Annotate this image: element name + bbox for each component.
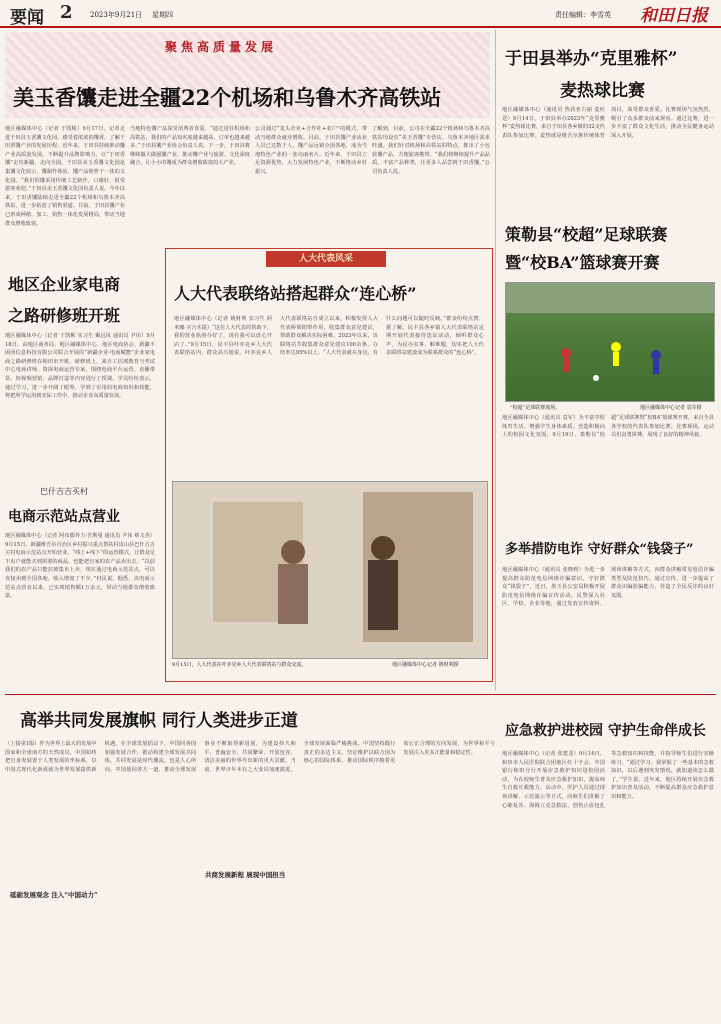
rightmid-title-2: 暨“校BA”篮球赛开赛 [505,253,660,272]
football-photo [505,282,715,402]
left-sub-body: 地区融媒体中心（记者 阿布都外力·吾斯曼 通讯员 尹伟 蔡文杰）9月15日，新疆维吾尔自治区乡村振兴重点帮扶村皮山县巴什吉吉买村电商示范站点开始营业。“线上+线下”的运营模式，让群众足不出户就能买到需要的商品，也能把自家的农产品卖出去。“以前我们的农产品只能拉到集市上卖，现在通过电商示范站点，可以直接卖到全国各地，收入增加了不少。”村民说。据悉，该电商示范站点营业以来，已实现销售额1万余元，带动当地群众增收致富。 [5,533,155,600]
left-sub-kicker: 巴什吉吉买村 [40,487,88,496]
bottom-right-title: 应急救护进校园 守护生命伴成长 [505,723,706,739]
rightmid-title-1: 策勒县“校超”足球联赛 [505,225,668,244]
lead-body-col4: 了解到，目前，公司在全疆22个机场和乌鲁木齐高铁站均设有“美玉香馕”专营店，乌鲁木齐地区需求旺盛。我们针对机场和高铁站的特点，推出了小包装馕产品，方便旅客携带。“我们将继续提升产品品质，丰富产品种类，让更多人品尝到于田香馕。”公司负责人说。 [372,126,490,175]
football-credit: 地区融媒体中心记者 袁军摄 [640,405,702,411]
bottom-right-body: 地区融媒体中心（记者 张建龙）9月14日，和田市人民医院联合团地区红十字会、中国银行和田分行开展应急救护知识进校园活动，为在校师生普及应急救护知识，提高师生自救互救能力。活动中，医护人员通过现场讲解、示范演示等方式，向师生们讲解了心肺复苏、海姆立克急救法、创伤止血包扎等急救知识和技能，并指导师生们进行实操练习。“通过学习，我掌握了一些基本的急救知识，以后遇到突发情况，就知道该怎么做了。”学生说。近年来，地区持续开展应急救护知识普及活动，不断提高群众应急救护意识和能力。 [502,751,714,809]
sidebar-title-1: 于田县举办“克里雅杯” [505,49,678,69]
divider [495,30,496,690]
left-body: 地区融媒体中心（记者 于凯彬 实习生 戴远凤 通讯员 尹伟）9月18日，由地区商务局、地区融媒体中心、地区电商协会、新疆不困团信息科技有限公司联合开展的“新疆企业·电商赋能”企业家电商之路研修班在和田市开班。研修班上，来自工信部教育与考试中心电商讲师、资深电商运营专家，围绕电商平台运营、直播带货、短视频营销、品牌打造等内容进行了授课。学员纷纷表示，通过学习，进一步开阔了眼界，学到了实用的电商知识和技能，将把所学运用到实际工作中，推动企业高质量发展。 [5,333,155,400]
bottom-left-sub1: 砥砺发展观念 注入“中国动力” [10,891,98,899]
feature-body: 地区融媒体中心（记者 姚财利 实习生 阿米娜·买合木提）“这位人大代表的帮助下，我的营业执照办好了，现在我可以放心开店了。”9月15日，民丰县叶亦克乡人大代表联络站内，群众高兴地说。叶亦克乡人大代表联络站自成立以来，积极发挥人大代表桥梁纽带作用，收集群众意见建议，帮助群众解决实际困难。2023年以来，该联络站共收集群众意见建议100余条，办结率达95%以上。“人大代表就在身边，有什么问题可以随时反映。”群众纷纷点赞。据了解，民丰县各乡镇人大代表联络站定期开展代表接待选民活动，倾听群众心声，为民办实事、解难题，切实把人大代表联络站建设成为联系群众的“连心桥”。 [174,316,484,357]
lead-body-col1: 地区融媒体中心（记者 于凯彬）9月17日，记者走进于田县玉香馕文化园，感受着浓浓的馕香，了解于田香馕产业的发展历程。近年来，于田县持续推动馕产业高质量发展，不断提升品牌影响力，让“于田香馕”走出新疆、走向全国。于田县美玉香馕文化园是集馕文化展示、馕制作体验、馕产品销售于一体的文化园。“我们的馕采用传统工艺制作，口感好，很受游客欢迎。”于田县美玉香馕文化园负责人说。今年以来，于田香馕陆续走进全疆22个机场和乌鲁木齐高铁站，进一步拓宽了销售渠道。目前，于田县馕产业已形成种植、加工、销售一体化发展格局，带动当地群众增收致富。 [5,126,125,227]
masthead: 和田日报 [640,6,708,26]
top-banner-label: 聚焦高质量发展 [165,40,278,54]
lead-body-col3: 公司通过“龙头企业+合作社+农户”的模式，带动当地群众就业增收。目前，于田县馕产业从业人员已达数千人，馕产品远销全国各地，成为当地特色产业的一张亮丽名片。近年来，于田县立足资源优势，大力发展特色产业，不断推动乡村振兴。 [255,126,367,175]
feature-box [165,248,493,682]
rightmid-body: 地区融媒体中心（通讯员 袁军）为丰富学校体育生活，增强学生身体素质，营造积极向上的校园文化氛围，9月19日，策勒县“校超”足球联赛暨“校BA”篮球赛开赛。来自全县各学校的代表队参加比赛。比赛现场，运动员们奋勇拼搏，展现了良好的精神风貌。 [502,415,714,439]
bottom-left-sub2: 共商发展新程 展现中国担当 [205,871,286,879]
section-label: 要闻 [10,8,44,28]
feature-banner: 人大代表风采 [266,251,386,267]
left-title-2: 之路研修班开班 [8,306,121,325]
football-scene [506,283,714,401]
top-banner-bg [5,32,490,118]
football-caption: “校超”足球联赛现场。 [510,405,561,411]
bottom-left-body: （上接第1版）作为世界上最大的发展中国家和全球南方的天然成员，中国始终把自身发展置于人类发展的坐标系，以中国式现代化新成就为世界发展提供新机遇。在全球发展倡议下，中国同各国加强发展合作，推动构建全球发展共同体。共同发展是时代潮流，也是人心所向。中国愿同各方一道，推动全球发展事业不断取得新进展，为建设持久和平、普遍安全、共同繁荣、开放包容、清洁美丽的世界作出新的更大贡献。当前，世界百年未有之大变局加速演进，全球发展面临严峻挑战。中国坚持践行真正的多边主义，坚定维护以联合国为核心的国际体系，推动国际秩序朝着更加公正合理的方向发展，为世界和平与发展注入更多正能量和稳定性。 [5,741,495,773]
sidebar-body: 地区融媒体中心（通讯员 热孜亚古丽 麦吐送）9月14日，于田县举办2023年“克里雅杯”麦热球比赛，来自于田县各乡镇的32支代表队参加比赛。麦热球是维吾尔族传统体育项目，深受群众喜爱。比赛现场气氛热烈，吸引了众多群众前来观看。通过比赛，进一步丰富了群众文化生活，推动全民健身运动深入开展。 [502,107,714,139]
page-number: 2 [60,2,73,23]
bottom-rule [5,694,716,695]
rightlow-title: 多举措防电诈 守好群众“钱袋子” [505,542,694,557]
rightlow-body: 地区融媒体中心（通讯员 张晓莉）为进一步提高群众防范电信网络诈骗意识，守好群众“钱袋子”，近日，墨玉县公安局积极开展防范电信网络诈骗宣传活动。民警深入社区、学校、企业等地，通过发放宣传资料、现场讲解等方式，向群众讲解常见电信诈骗类型及防范技巧。通过宣传，进一步提高了群众识骗防骗能力，营造了全民反诈的良好氛围。 [502,567,714,608]
feature-title: 人大代表联络站搭起群众“连心桥” [174,284,417,303]
left-sub-title: 电商示范站点营业 [8,509,120,525]
bottom-left-title: 高举共同发展旗帜 同行人类进步正道 [20,711,298,731]
weekday: 星期四 [152,11,173,19]
lead-body-col2: 当地特色馕产品深受消费者喜爱。“通过进驻机场和高铁站，我们的产品知名度越来越高，订单也越来越多。”于田县馕产业协会负责人说。下一步，于田县将继续做大做强馕产业，推动馕产业与旅游、文化深度融合，让小小的馕成为群众增收致富的大产业。 [130,126,250,167]
feature-caption: 9月15日，人大代表在叶亦克乡人大代表联络站与群众交流。 [172,662,307,668]
page-header [0,0,721,28]
left-title-1: 地区企业家电商 [8,275,121,294]
sidebar-title-2: 麦热球比赛 [560,81,645,101]
lead-title: 美玉香馕走进全疆22个机场和乌鲁木齐高铁站 [13,85,442,110]
date: 2023年9月21日 [90,11,143,19]
feature-credit: 地区融媒体中心记者 姚财利摄 [392,662,459,668]
feature-photo [172,481,488,659]
editor: 责任编辑：李雪英 [555,11,611,19]
feature-photo-scene [173,482,487,658]
